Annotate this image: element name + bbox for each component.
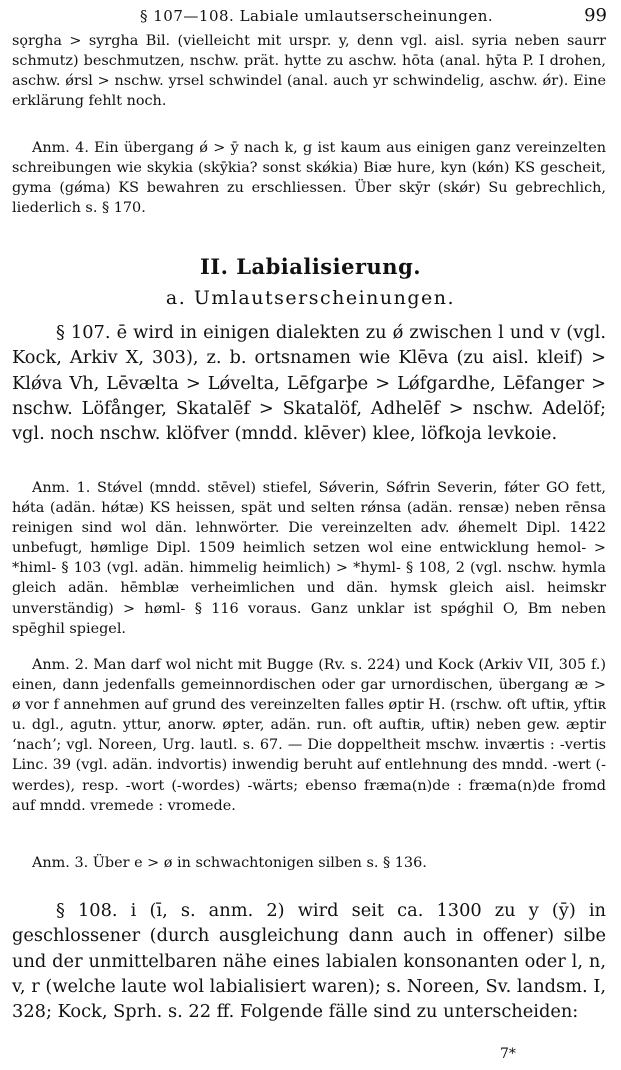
section-title: II. Labialisierung. [199, 254, 422, 279]
page-header [0, 0, 621, 30]
page-number: 99 [584, 5, 607, 26]
paragraph-108: § 108. i (ī, s. anm. 2) wird seit ca. 1300 zu y (ȳ) in geschlossener (durch ausgleichung dann auch in offener) silbe und der unmittelbaren nähe eines labialen konsonanten oder l, n, v, r (welche laute wol labialisiert waren); s. Noreen, Sv. landsm. I, 328; Kock, Sprh. s. 22 ff. Folgende fälle sind zu unterscheiden: [12, 900, 607, 1023]
note-anm-2: Anm. 2. Man darf wol nicht mit Bugge (Rv. s. 224) und Kock (Arkiv VII, 305 f.) einen, dann jedenfalls gemeinnordischen oder gar urnordischen, übergang æ > ø vor f annehmen auf grund des vereinzelten falles øptir H. (rschw. oft uftiʀ, yftiʀ u. dgl., agutn. yttur, anorw. øpter, adän. run. oft auftiʀ, uftiʀ) neben gew. æptir ʻnachʼ; vgl. Noreen, Urg. lautl. s. 67. — Die doppeltheit mschw. inværtis : -vertis Linc. 39 (vgl. adän. indvortis) inwendig beruht auf entlehnung des mndd. -wert (-werdes), resp. -wort (-wordes) -wärts; ebenso fræma(n)de : fræma(n)de fromd auf mndd. vremede : vromede. [12, 657, 606, 814]
signature-mark: 7* [500, 1046, 516, 1062]
note-anm-3: Anm. 3. Über e > ø in schwachtonigen silben s. § 136. [32, 855, 427, 871]
running-head: § 107—108. Labiale umlautserscheinungen. [140, 7, 494, 25]
note-anm-1: Anm. 1. Stǿvel (mndd. stēvel) stiefel, Sǿverin, Sǿfrin Severin, fǿter GO fett, hǿta (adän. hǿtæ) KS heissen, spät und selten rǿnsa (adän. rensæ) neben rēnsa reinigen sind wol dän. lehnwörter. Die vereinzelten adv. ǿhemelt Dipl. 1422 unbefugt, hømlige Dipl. 1509 heimlich setzen wol eine entwicklung hemol- > *himl- § 103 (vgl. adän. himmelig heimlich) > *hyml- § 108, 2 (vgl. nschw. hymla gleich adän. hēmblæ verheimlichen und dän. hymsk gleich aisl. heimskr unverständig) > høml- § 116 voraus. Ganz unklar ist spǿghil O, Bm neben spēghil spiegel. [12, 480, 606, 637]
note-anm-4: Anm. 4. Ein übergang ǿ > ȳ nach k, g ist kaum aus einigen ganz vereinzelten schreibungen wie skykia (skȳkia? sonst skǿkia) Biæ hure, kyn (kǿn) KS gescheit, gyma (gǿma) KS bewahren zu erschliessen. Über skȳr (skǿr) Su gebrechlich, liederlich s. § 170. [12, 140, 606, 217]
subsection-title: a. Umlautserscheinungen. [165, 287, 456, 309]
paragraph-continuation: sǫrgha > syrgha Bil. (vielleicht mit urspr. y, denn vgl. aisl. syria neben saurr schmutz) beschmutzen, nschw. prät. hytte zu aschw. hōta (anal. hȳta P. I drohen, aschw. ǿrsl > nschw. yrsel schwindel (anal. auch yr schwindelig, aschw. ǿr). Eine erklärung fehlt noch. [12, 33, 606, 110]
paragraph-107: § 107. ē wird in einigen dialekten zu ǿ zwischen l und v (vgl. Kock, Arkiv X, 303), z. b. ortsnamen wie Klēva (zu aisl. kleif) > Klǿva Vh, Lēvælta > Lǿvelta, Lēfgarþe > Lǿfgardhe, Lēfanger > nschw. Löfånger, Skatalēf > Skatalöf, Adhelēf > nschw. Adelöf; vgl. noch nschw. klöfver (mndd. klēver) klee, löfkoja levkoie. [12, 322, 606, 445]
